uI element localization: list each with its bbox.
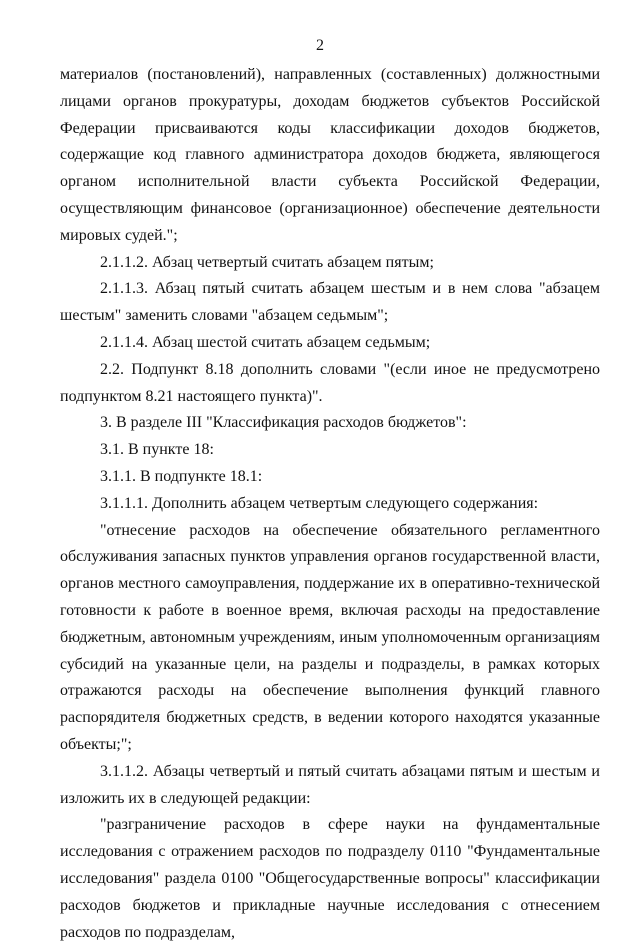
- paragraph-2-1-1-4: 2.1.1.4. Абзац шестой считать абзацем седьмым;: [100, 333, 431, 351]
- paragraph-3-1: 3.1. В пункте 18:: [100, 441, 214, 459]
- paragraph-continuation: материалов (постановлений), направленных (составленных) должностными лицами органов прокуратуры, доходам бюджетов субъектов Российской Федерации присваиваются коды классификации доходов бюджетов, содержащие код главного администратора доходов бюджета, являющегося органом исполнительной власти субъекта Российской Федерации, осуществляющим финансовое (организационное) обеспечение деятельности мировых судей.";: [60, 66, 600, 244]
- paragraph-3: 3. В разделе III "Классификация расходов бюджетов":: [100, 414, 467, 432]
- paragraph-2-1-1-3: 2.1.1.3. Абзац пятый считать абзацем шестым и в нем слова "абзацем шестым" заменить словами "абзацем седьмым";: [60, 280, 600, 325]
- document-body: [60, 62, 600, 946]
- paragraph-3-1-1-2: 3.1.1.2. Абзацы четвертый и пятый считать абзацами пятым и шестым и изложить их в следующей редакции:: [60, 762, 600, 807]
- paragraph-3-1-1: 3.1.1. В подпункте 18.1:: [100, 467, 263, 485]
- paragraph-3-1-1-1: 3.1.1.1. Дополнить абзацем четвертым следующего содержания:: [100, 494, 539, 512]
- paragraph-2-2: 2.2. Подпункт 8.18 дополнить словами "(если иное не предусмотрено подпунктом 8.21 настоящего пункта)".: [60, 360, 600, 405]
- quoted-paragraph-reglament: "отнесение расходов на обеспечение обязательного регламентного обслуживания запасных пунктов управления органов государственной власти, органов местного самоуправления, поддержание их в оперативно-технической готовности к работе в военное время, включая расходы на предоставление бюджетным, автономным учреждениям, иным уполномоченным организациям субсидий на указанные цели, на разделы и подразделы, в рамках которых отражаются расходы на обеспечение выполнения функций главного распорядителя бюджетных средств, в ведении которого находятся указанные объекты;";: [60, 521, 600, 753]
- quoted-paragraph-science: "разграничение расходов в сфере науки на фундаментальные исследования с отражением расходов по подразделу 0110 "Фундаментальные исследования" раздела 0100 "Общегосударственные вопросы" классификации расходов бюджетов и прикладные научные исследования с отнесением расходов по подразделам,: [60, 816, 600, 941]
- paragraph-2-1-1-2: 2.1.1.2. Абзац четвертый считать абзацем пятым;: [100, 253, 434, 271]
- page-number: 2: [316, 37, 324, 54]
